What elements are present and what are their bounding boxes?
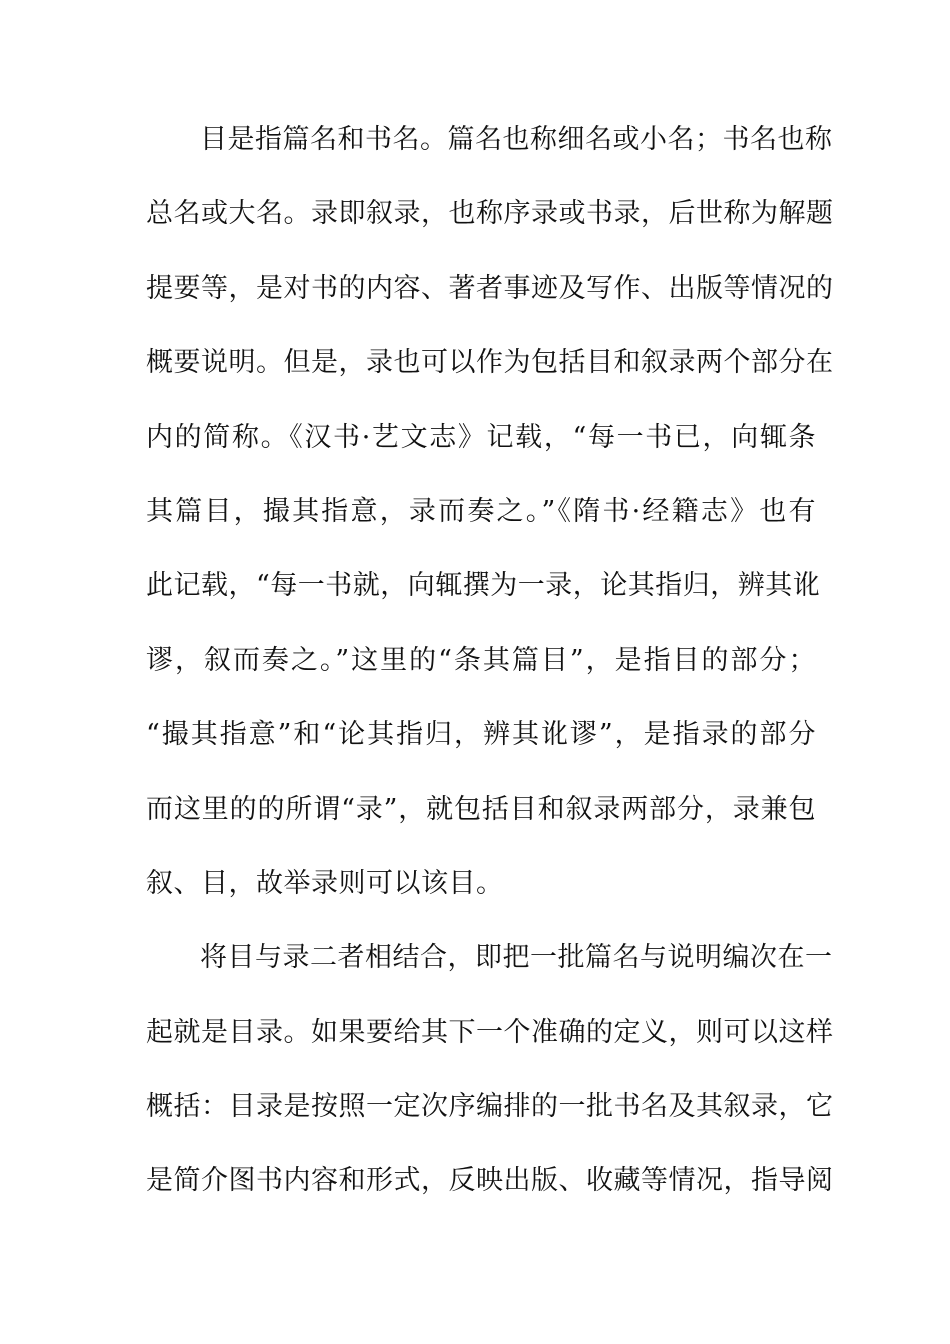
paragraph-line: 总名或大名。录即叙录，也称序录或书录，后世称为解题 [146, 198, 834, 230]
paragraph-line: 提要等，是对书的内容、著者事迹及写作、出版等情况的 [146, 272, 834, 304]
body-text [146, 115, 834, 1231]
paragraph-line: 将目与录二者相结合，即把一批篇名与说明编次在一 [200, 942, 833, 974]
paragraph-line: 目是指篇名和书名。篇名也称细名或小名；书名也称 [200, 124, 833, 155]
paragraph-line: 是简介图书内容和形式，反映出版、收藏等情况，指导阅 [146, 1165, 834, 1197]
paragraph-line: 谬，叙而奏之。”这里的“条其篇目”，是指目的部分； [146, 644, 816, 676]
paragraph-line: 叙、目，故举录则可以该目。 [146, 867, 504, 899]
paragraph-line: “撮其指意”和“论其指归，辨其讹谬”，是指录的部分 [146, 719, 816, 751]
paragraph-line: 其篇目，撮其指意，录而奏之。”《隋书·经籍志》也有 [146, 495, 816, 527]
paragraph-line: 此记载，“每一书就，向辄撰为一录，论其指归，辨其讹 [146, 570, 821, 602]
paragraph-line: 而这里的的所谓“录”，就包括目和叙录两部分，录兼包 [146, 793, 816, 825]
paragraph-line: 概括：目录是按照一定次序编排的一批书名及其叙录，它 [146, 1091, 834, 1123]
paragraph-line: 起就是目录。如果要给其下一个准确的定义，则可以这样 [146, 1016, 834, 1048]
paragraph-line: 内的简称。《汉书·艺文志》记载，“每一书已，向辄条 [146, 421, 816, 453]
paragraph-line: 概要说明。但是，录也可以作为包括目和叙录两个部分在 [146, 347, 834, 379]
